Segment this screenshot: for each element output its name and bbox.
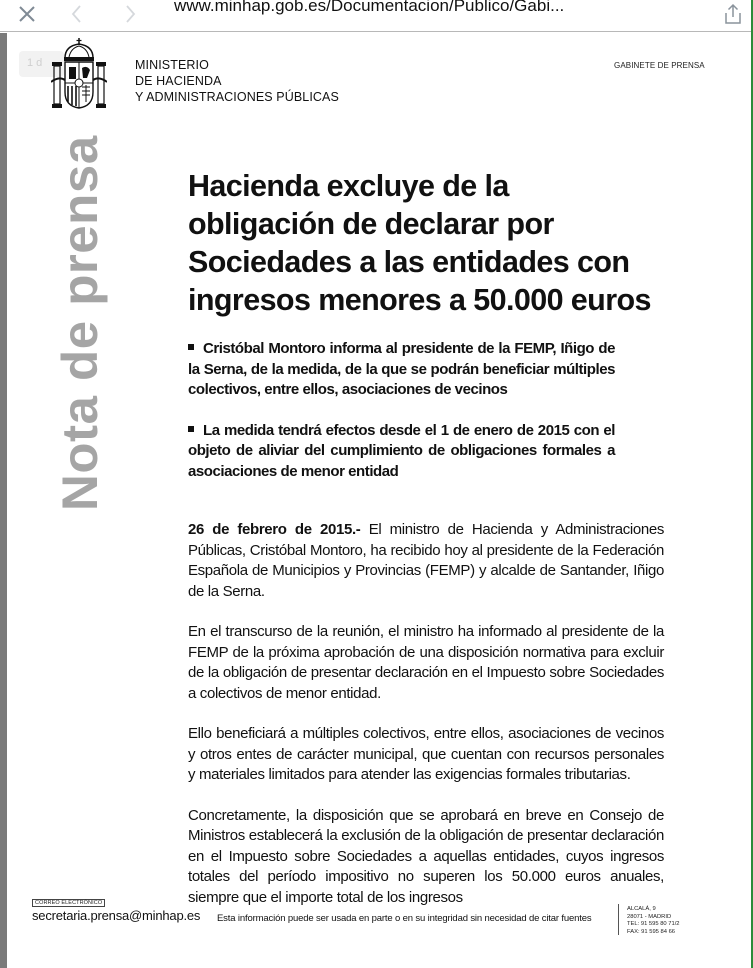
paragraph: Concretamente, la disposición que se aprobará en breve en Consejo de Ministros establecerá la exclusión de la obligación de presentar declaración en el Impuesto sobre Sociedades a aquellas entidades, cuyos ingresos totales del período impositivo no superen los 50.000 euros anuales, siempre que el importe total de los ingresos bbox=[188, 806, 664, 906]
side-label: Nota de prensa bbox=[52, 135, 108, 512]
bullet-icon bbox=[188, 344, 194, 350]
paragraph: Ello beneficiará a múltiples colectivos, entre ellos, asociaciones de vecinos y otros entes de carácter municipal, que cuentan con recursos personales y materiales limitados para atender las exigencias formales tributarias. bbox=[188, 725, 664, 783]
ministry-line: MINISTERIO bbox=[135, 58, 209, 72]
ministry-line: DE HACIENDA bbox=[135, 74, 222, 88]
coat-of-arms-icon bbox=[51, 38, 107, 110]
dateline: 26 de febrero de 2015.- bbox=[188, 521, 361, 538]
postal-address bbox=[627, 906, 680, 936]
chevron-right-icon bbox=[123, 4, 137, 24]
url-bar[interactable]: www.minhap.gob.es/Documentacion/Publico/Gabi... bbox=[174, 0, 565, 15]
contact-email[interactable]: secretaria.prensa@minhap.es bbox=[32, 908, 201, 923]
paragraph bbox=[188, 520, 664, 602]
document-page[interactable] bbox=[7, 33, 751, 968]
article-body bbox=[188, 520, 664, 928]
bullet-text: La medida tendrá efectos desde el 1 de enero de 2015 con el objeto de aliviar del cumplimiento de obligaciones formales a asociaciones de menor entidad bbox=[188, 421, 615, 480]
address-line: ALCALÁ, 9 bbox=[627, 906, 656, 912]
close-button[interactable] bbox=[12, 0, 42, 28]
share-button[interactable] bbox=[718, 0, 748, 28]
back-button[interactable] bbox=[62, 0, 92, 28]
browser-toolbar bbox=[0, 0, 753, 32]
forward-button[interactable] bbox=[115, 0, 145, 28]
ministry-name bbox=[135, 57, 339, 105]
chevron-left-icon bbox=[70, 4, 84, 24]
address-line: FAX: 91 595 84 66 bbox=[627, 928, 676, 935]
headline: Hacienda excluye de la obligación de declarar por Sociedades a las entidades con ingresos menores a 50.000 euros bbox=[188, 169, 651, 317]
email-label: CORREO ELECTRÓNICO bbox=[32, 899, 105, 907]
address-line: TEL: 91 595 80 71/2 bbox=[627, 921, 680, 927]
share-icon bbox=[723, 3, 743, 25]
page-gutter bbox=[0, 33, 7, 968]
close-icon bbox=[17, 4, 37, 24]
ministry-line: Y ADMINISTRACIONES PÚBLICAS bbox=[135, 90, 339, 104]
bullet-icon bbox=[188, 426, 194, 432]
paragraph-text: El ministro de Hacienda y Administraciones Públicas, Cristóbal Montoro, ha recibido hoy al presidente de la Federación Española de Municipios y Provincias (FEMP) y alcalde de Santander, Iñigo de la Serna. bbox=[188, 521, 665, 600]
summary-bullets bbox=[188, 339, 615, 502]
address-divider bbox=[618, 904, 619, 935]
page-indicator: 1 d bbox=[19, 51, 64, 77]
address-line: 28071 - MADRID bbox=[627, 913, 672, 920]
bullet-text: Cristóbal Montoro informa al presidente de la FEMP, Iñigo de la Serna, de la medida, de la que se podrán beneficiar múltiples colectivos, entre ellos, asociaciones de vecinos bbox=[188, 340, 615, 398]
document-footer bbox=[7, 893, 751, 935]
usage-disclaimer: Esta información puede ser usada en parte o en su integridad sin necesidad de citar fuentes bbox=[217, 913, 592, 924]
paragraph: En el transcurso de la reunión, el ministro ha informado al presidente de la FEMP de la próxima aprobación de una disposición normativa para excluir de la obligación de presentar declaración en el Impuesto sobre Sociedades a colectivos de menor entidad. bbox=[188, 623, 664, 702]
department-label: GABINETE DE PRENSA bbox=[614, 61, 705, 70]
summary-bullet bbox=[188, 421, 615, 483]
summary-bullet bbox=[188, 339, 615, 401]
